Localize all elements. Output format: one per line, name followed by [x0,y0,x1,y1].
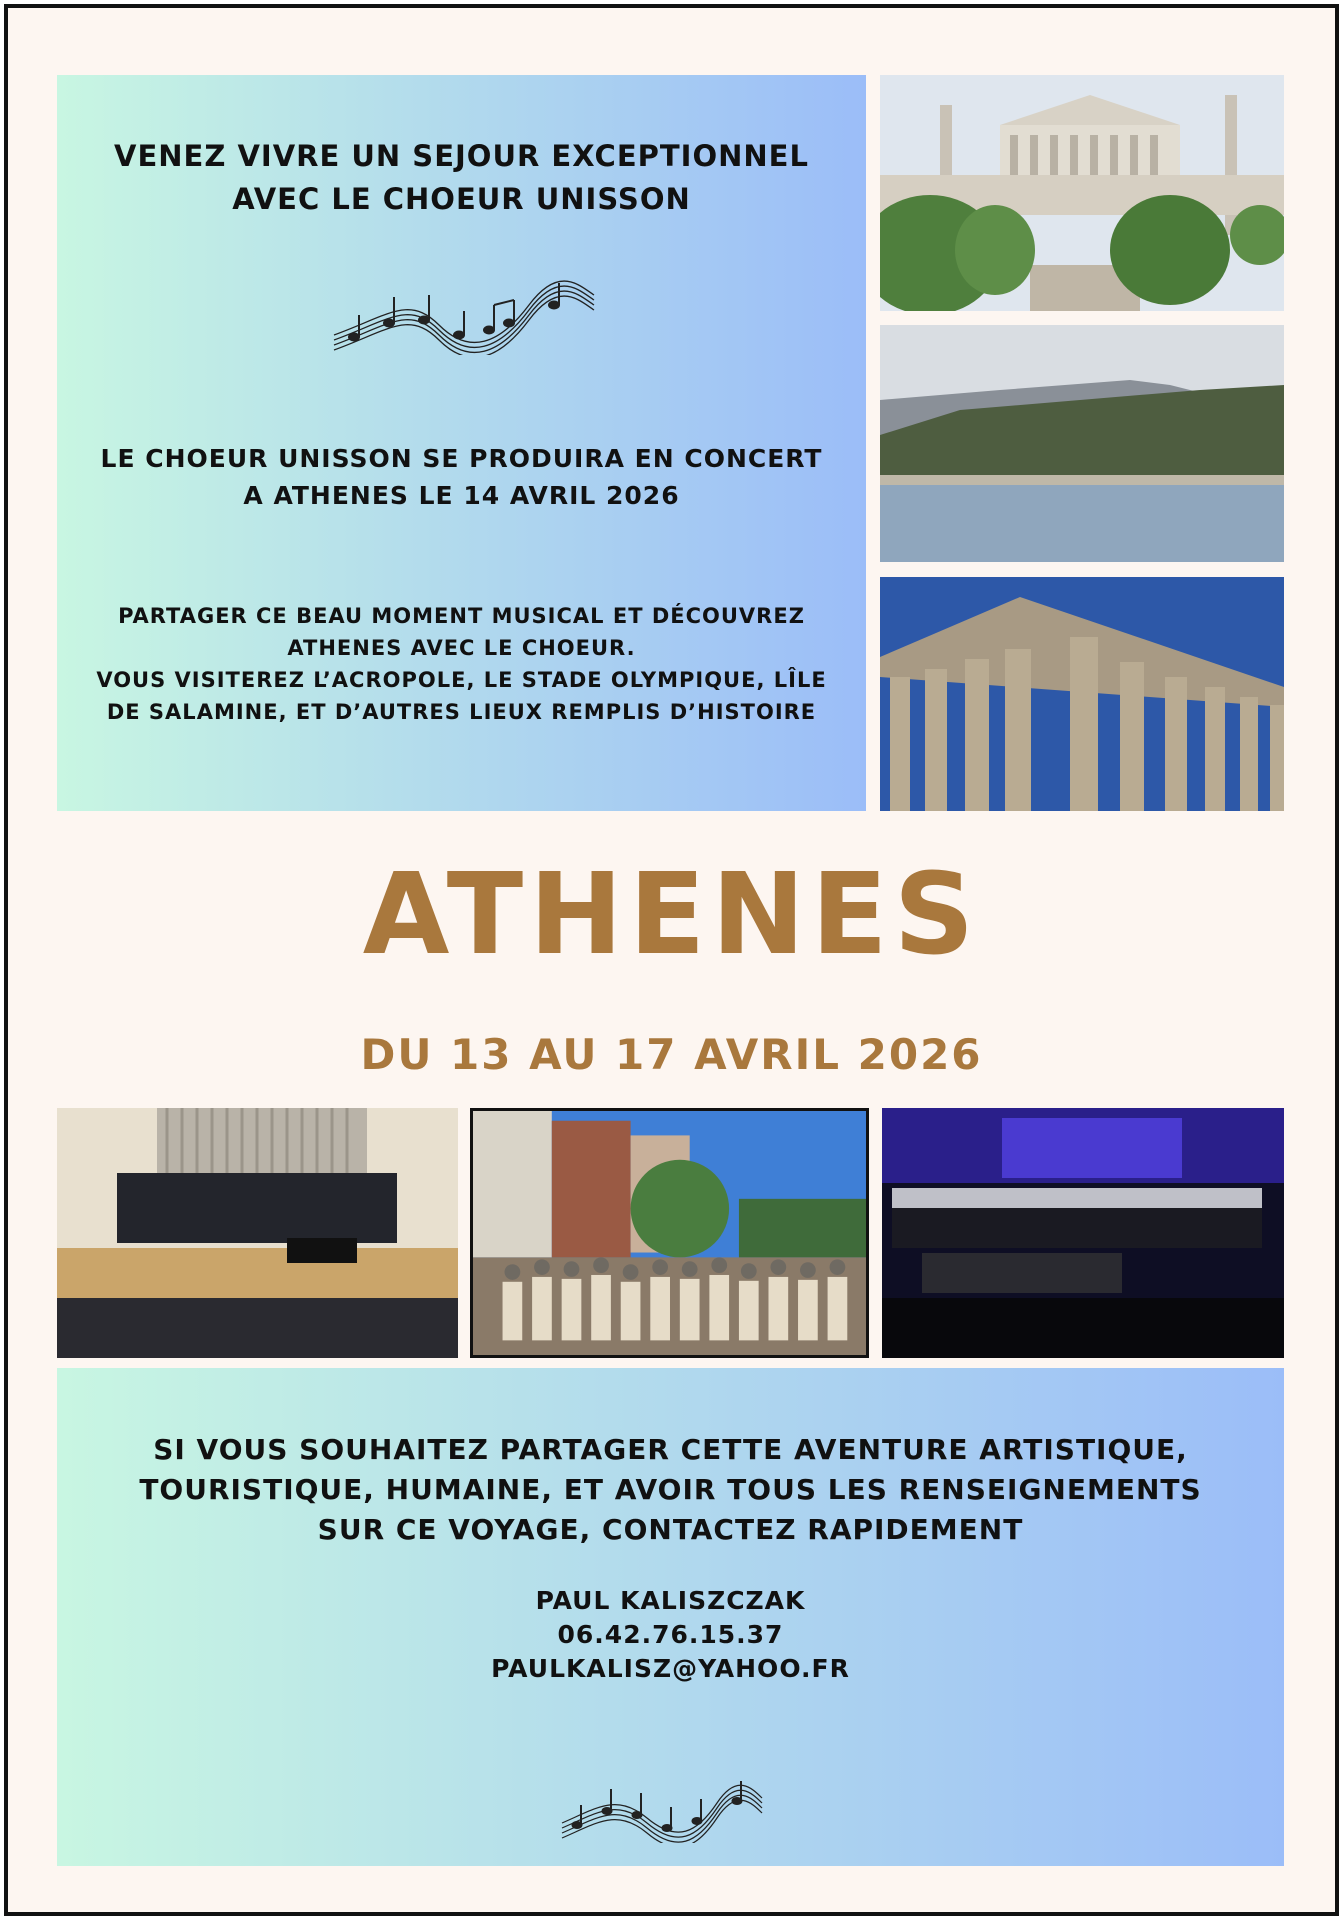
photo-coast-landscape [880,325,1284,562]
intro-panel [57,75,866,811]
photo-academy-athens [880,75,1284,311]
contact-email: PAULKALISZ@YAHOO.FR [491,1654,850,1683]
contact-phone: 06.42.76.15.37 [557,1620,784,1649]
poster-title: ATHENES [362,850,981,980]
music-notes-icon [557,1773,767,1843]
music-notes-icon [329,275,599,355]
contact-name: PAUL KALISZCZAK [535,1586,806,1615]
photo-choir-concert-hall [57,1108,458,1358]
visit-description: PARTAGER CE BEAU MOMENT MUSICAL ET DÉCOUVREZ ATHENES AVEC LE CHOEUR. VOUS VISITEREZ L’ACROPOLE, LE STADE OLYMPIQUE, LÎLE DE SALAMINE, ET D’AUTRES LIEUX REMPLIS D’HISTOIRE [96,604,827,724]
contact-panel [57,1368,1284,1866]
trip-dates: DU 13 AU 17 AVRIL 2026 [360,1030,983,1079]
concert-announcement: LE CHOEUR UNISSON SE PRODUIRA EN CONCERT A ATHENES LE 14 AVRIL 2026 [100,444,823,510]
photo-group-city-square [470,1108,869,1358]
photo-parthenon [880,577,1284,811]
photo-choir-stage [882,1108,1284,1358]
headline: VENEZ VIVRE UN SEJOUR EXCEPTIONNEL AVEC LE CHOEUR UNISSON [114,139,809,216]
contact-invitation: SI VOUS SOUHAITEZ PARTAGER CETTE AVENTURE ARTISTIQUE, TOURISTIQUE, HUMAINE, ET AVOIR TOUS LES RENSEIGNEMENTS SUR CE VOYAGE, CONTACTEZ RAPIDEMENT [139,1433,1202,1546]
